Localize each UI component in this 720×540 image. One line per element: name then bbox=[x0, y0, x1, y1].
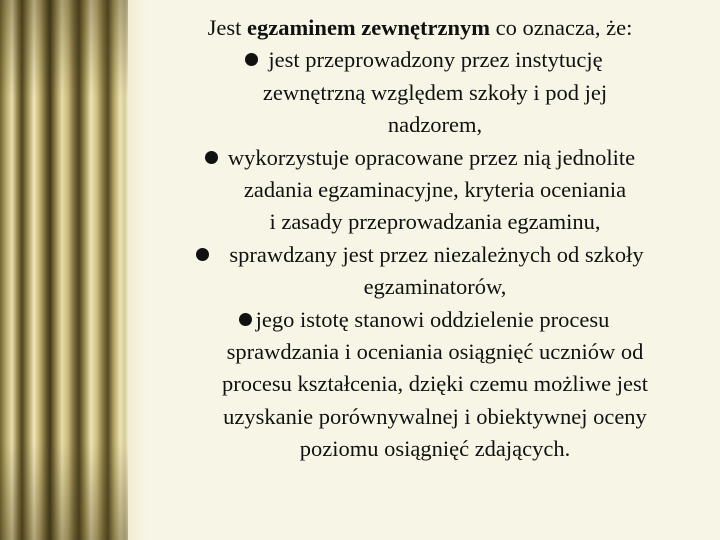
bullet-1-text-2: zewnętrzną względem szkoły i pod jej bbox=[262, 79, 608, 105]
bullet-2-text-1: wykorzystuje opracowane przez nią jednolite bbox=[227, 144, 636, 170]
bullet-1-line-1 bbox=[140, 44, 700, 76]
bullet-4-text-4: uzyskanie porównywalnej i obiektywnej oceny bbox=[223, 403, 647, 429]
bullet-icon bbox=[196, 248, 209, 261]
bullet-4-line-3 bbox=[140, 368, 700, 400]
bullet-1-line-3 bbox=[140, 109, 700, 141]
bullet-2-text-3: i zasady przeprowadzania egzaminu, bbox=[269, 209, 601, 235]
bullet-4-text-3: procesu kształcenia, dzięki czemu możliwe jest bbox=[221, 371, 649, 397]
bullet-4-line-2 bbox=[140, 336, 700, 368]
bullet-4-text-1: jego istotę stanowi oddzielenie procesu bbox=[255, 306, 610, 332]
bullet-4-line-4 bbox=[140, 401, 700, 433]
bullet-icon bbox=[239, 313, 252, 326]
bullet-3-text-1: sprawdzany jest przez niezależnych od szkoły bbox=[229, 241, 644, 267]
bullet-1-text-3: nadzorem, bbox=[387, 112, 483, 138]
bullet-4-line-5 bbox=[140, 433, 700, 465]
bullet-2-line-3 bbox=[140, 206, 700, 238]
decorative-stripe-border bbox=[0, 0, 128, 540]
bullet-1-line-2 bbox=[140, 77, 700, 109]
slide-body bbox=[140, 12, 700, 466]
bullet-3-line-2 bbox=[140, 271, 700, 303]
intro-prefix: Jest bbox=[207, 15, 247, 40]
intro-bold: egzaminem zewnętrznym bbox=[246, 15, 490, 40]
bullet-2-line-1 bbox=[140, 142, 700, 174]
bullet-4-text-5: poziomu osiągnięć zdających. bbox=[299, 436, 571, 462]
intro-suffix: co oznacza, że: bbox=[490, 15, 633, 40]
bullet-1-text-1: jest przeprowadzony przez instytucję bbox=[268, 47, 603, 73]
bullet-icon bbox=[245, 53, 258, 66]
bullet-4-line-1 bbox=[140, 304, 700, 336]
bullet-icon bbox=[205, 151, 218, 164]
bullet-3-line-1 bbox=[140, 239, 700, 271]
bullet-4-text-2: sprawdzania i oceniania osiągnięć uczniów od bbox=[226, 339, 644, 365]
bullet-3-text-2: egzaminatorów, bbox=[363, 274, 507, 300]
intro-line bbox=[140, 12, 700, 44]
bullet-2-line-2 bbox=[140, 174, 700, 206]
bullet-2-text-2: zadania egzaminacyjne, kryteria oceniania bbox=[243, 177, 627, 203]
